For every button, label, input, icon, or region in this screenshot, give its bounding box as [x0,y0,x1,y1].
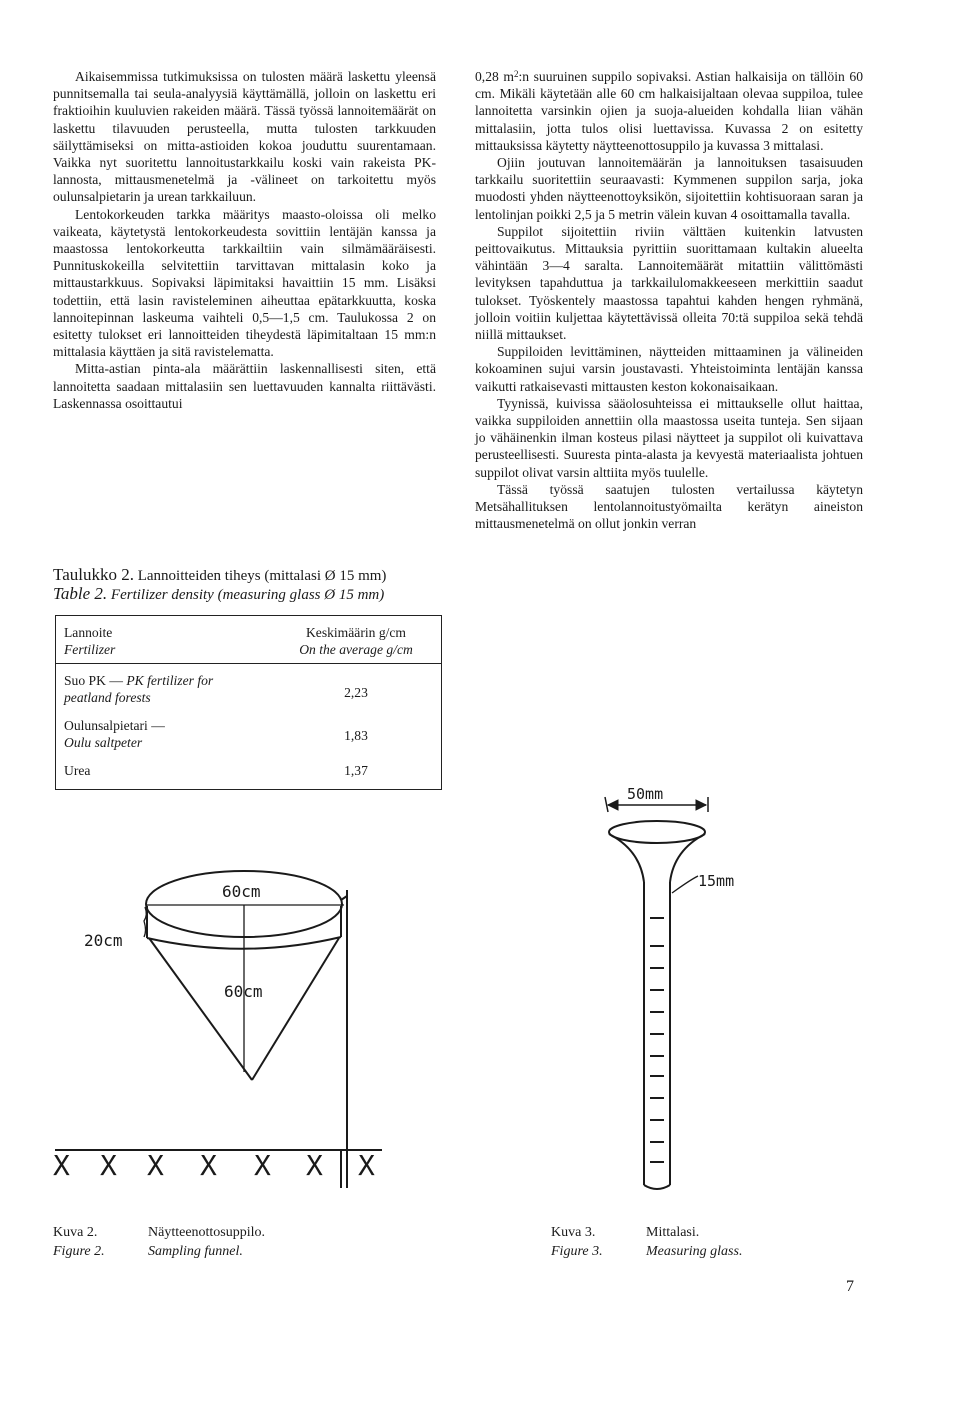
page-number: 7 [846,1278,854,1295]
dim-50-left-tick [605,797,608,812]
area-value: 0,28 m [475,69,514,84]
right-paragraph-6: Tässä työssä saatujen tulosten vertailussa käytetyn Metsähallituksen lentolannoitustyömailta kerätyn aineiston mittausmenetelmä on ollut jonkin verran [475,481,863,532]
ground-x-mark: X [53,1149,70,1182]
right-paragraph-4: Suppiloiden levittäminen, näytteiden mittaaminen ja välineiden kokoaminen sujui varsin joustavasti. Yhteistoiminta lentäjän kanssa vaikutti ratkaisevasti mittausten keston kokonaisaikaan. [475,344,863,394]
row3-value: 1,37 [344,763,368,778]
header-col2-fi: Keskimäärin g/cm [305,625,407,640]
figure3-caption [551,1223,742,1261]
header-col1-fi: Lannoite [64,625,113,640]
figure3-label-en: Figure 3. [551,1244,603,1259]
right-paragraph-3: Suppilot sijoitettiin riviin välttäen kuitenkin latvusten peittovaikutus. Mittauksia pyrittiin suorittamaan kultakin alueelta vähintään 3—4 saralta. Lannoitemäärät mitattiin välittömästi levityksen tapahduttua ja tarkkailulomakkeeseen merkittiin saadut tulokset. Työskentely maastossa tapahtui kahden hengen ryhmänä, jolloin voitiin kuljettaa käytettävissä olleita 70:tä suppiloa sekä tehdä niillä mittaukset. [475,223,863,343]
tube-label-pointer [672,876,698,893]
ground-x-mark: X [147,1149,164,1182]
row1-name-en: peatland forests [64,690,151,705]
figure2-caption [53,1223,265,1261]
ground-x-mark: X [254,1149,271,1182]
tube-diameter-label: 15mm [698,872,735,890]
diameter-label: 60cm [222,882,261,901]
top-diameter-label: 50mm [627,785,664,803]
figure2-label-fi: Kuva 2. [53,1225,98,1240]
row1-value: 2,23 [344,685,368,700]
right-paragraph-2: Ojiin joutuvan lannoitemäärän ja lannoituksen tasaisuuden tarkkailu suoritettiin seuraavasti: Kymmenen suppilon sarja, joka muodosti yhden näytteenottoyksikön, sijoitettiin kohtisuoraan saran ja lentolinjan poikki 2,5 ja 5 metrin välein kuvan 4 osoittamalla tavalla. [475,155,863,222]
left-paragraph-2: Lentokorkeuden tarkka määritys maasto-oloissa oli melko vaikeata, käytetystä lentokorkeudesta sovittiin lentäjän kanssa ja maastossa lentokorkeutta tarkkailtiin vain silmämääräisesti. Punnituskokeilla selvitettiin tarvittavan mittalasin koko ja mittaustarkkuus. Sopivaksi läpimitaksi havaittiin 15 mm. Lisäksi todettiin, että lasin ravisteleminen aiheuttaa epätarkkuutta, koska lannoitepinnan laskeuma vaihteli 0,5—1,5 cm. Taulukossa 2 on esitetty tulokset eri lannoitteiden tiheydestä läpimitaltaan 15 mm:n mittalasia käyttäen ja sitä ravistelematta. [53,206,436,360]
row1-name-fi: Suo PK — [64,673,123,688]
left-paragraph-1: Aikaisemmissa tutkimuksissa on tulosten määrä laskettu yleensä punnitsemalla tai seula-analyysiä käyttämällä, jolloin on laskettu eri fraktioihin kuuluvien rakeiden määrä. Tässä työssä lannoitemäärät on laskettu tilavuuden perusteella, mutta tulosten tarkkuuden säilyttämiseksi on mitta-astioiden kokoa jouduttu suurentamaan. Vaikka nyt suoritettu lannoitustarkkailu koski vain rakeista PK-lannosta, mittausmenetelmä ja -välineet on tarkoitettu myös oulunsalpietarin ja urean tarkkailuun. [53,69,436,205]
glass-funnel-top [609,821,705,843]
figure2-title-en: Sampling funnel. [148,1244,243,1259]
table-title-en: Fertilizer density (measuring glass Ø 15 mm) [110,587,385,603]
row2-value: 1,83 [344,728,368,743]
dim-50-arrow-right [696,800,706,810]
rim-height-label: 20cm [84,931,123,950]
right-paragraph-1-text: :n suuruinen suppilo sopivaksi. Astian halkaisija on tällöin 60 cm. Mikäli käytetään alle 60 cm halkaisijaltaan olevaa suppiloa, tulee lannoitetta varsinkin ojien ja suoja-alueiden kohdalla liian vähän mittalasiin, jotta tulos olisi luettavissa. Kuvassa 2 on esitetty mittauksissa käytetty näytteenottosuppilo ja kuvassa 3 mittalasi. [475,69,863,153]
height-label: 60cm [224,982,263,1001]
figure3-title-en: Measuring glass. [646,1244,743,1259]
row2-name-en: Oulu saltpeter [64,735,143,750]
table-title-fi: Lannoitteiden tiheys (mittalasi Ø 15 mm) [137,568,387,584]
row1-name-en-inline: PK fertilizer for [126,673,214,688]
right-paragraph-5: Tyynissä, kuivissa sääolosuhteissa ei mittaukselle ollut haittaa, vaikka suppiloiden annettiin olla maastossa useita tunteja. Sen sijaan jo vähäinenkin ilman kosteus pilasi näytteet ja suppilot oli kuivattava perusteellisesti. Suuresta pinta-alasta ja kevyestä materiaalista johtuen suppilot olivat varsin alttiita myös tuulelle. [475,395,863,480]
row3-name: Urea [64,763,91,778]
header-col1-en: Fertilizer [64,642,116,657]
table-label-fi: Taulukko 2. [53,565,134,584]
figure3-label-fi: Kuva 3. [551,1225,596,1240]
ground-x-mark: X [358,1149,375,1182]
glass-tube-bottom [644,1185,670,1189]
left-paragraph-3: Mitta-astian pinta-ala määrättiin laskennallisesti siten, että lannoitetta saadaan mittalasiin sen luettavuuden kannalta riittävästi. Laskennassa osoittautui [53,361,436,411]
dim-50-arrow-left [608,800,618,810]
header-col2-en: On the average g/cm [299,642,413,657]
figure2-title-fi: Näytteenottosuppilo. [148,1225,266,1240]
figure3-title-fi: Mittalasi. [646,1225,700,1240]
ground-x-mark: X [200,1149,217,1182]
ground-x-mark: X [100,1149,117,1182]
ground-x-mark: X [306,1149,323,1182]
table-label-en: Table 2. [53,584,108,603]
row2-name-fi: Oulunsalpietari — [64,718,165,733]
area-superscript: 2 [513,69,519,79]
figure2-label-en: Figure 2. [53,1244,105,1259]
